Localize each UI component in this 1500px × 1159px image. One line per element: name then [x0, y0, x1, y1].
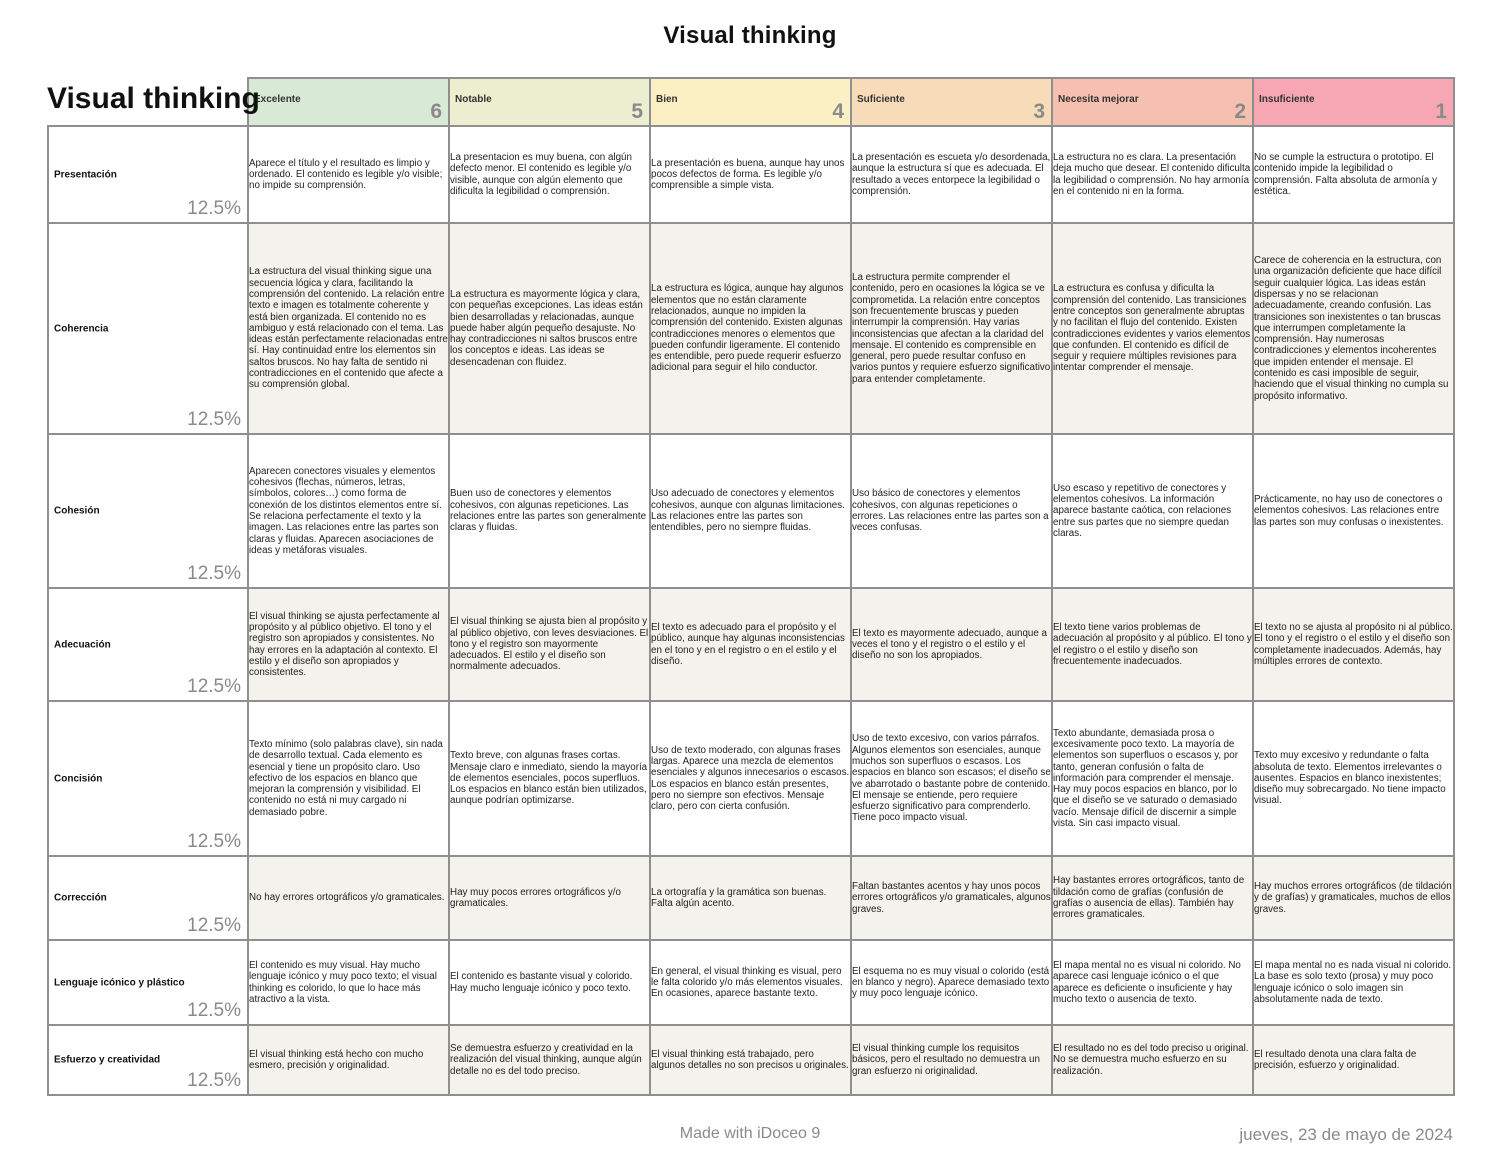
descriptor-cell: El resultado denota una clara falta de precisión, esfuerzo y originalidad.: [1253, 1025, 1454, 1095]
descriptor-cell: El texto tiene varios problemas de adecuación al propósito y al público. El tono y el registro o el estilo y diseño son frecuentemente inadecuados.: [1052, 588, 1253, 701]
level-header-bien: [650, 78, 851, 126]
descriptor-cell: La estructura es lógica, aunque hay algunos elementos que no están claramente relacionados, aunque no impiden la comprensión del contenido. Existen algunas contradicciones menores o elementos que pueden confundir ligeramente. El contenido es entendible, pero puede requerir esfuerzo adicional para seguir el hilo conductor.: [650, 223, 851, 434]
footer-date: jueves, 23 de mayo de 2024: [1239, 1125, 1453, 1144]
descriptor-cell: El visual thinking se ajusta bien al propósito y al público objetivo, con leves desviaciones. El tono y el registro son mayormente adecuados. El estilo y el diseño son normalmente adecuados.: [449, 588, 650, 701]
criterion-name: Presentación: [54, 169, 117, 180]
criterion-weight: 12.5%: [187, 409, 241, 430]
descriptor-cell: Texto abundante, demasiada prosa o excesivamente poco texto. La mayoría de elementos son superfluos o escasos y, por tanto, generan confusión o falta de información para comprender el mensaje. Hay muy pocos espacios en blanco, por lo que el diseño se ve saturado o demasiado vacío. Mensaje difícil de discernir a simple vista. Sin casi impacto visual.: [1052, 701, 1253, 856]
rubric-row: [48, 701, 1454, 856]
criterion-weight: 12.5%: [187, 198, 241, 219]
descriptor-cell: La presentación es escueta y/o desordenada, aunque la estructura sí que es adecuada. El resultado a veces entorpece la legibilidad o comprensión.: [851, 126, 1052, 223]
criterion-weight: 12.5%: [187, 676, 241, 697]
descriptor-cell: Hay muy pocos errores ortográficos y/o gramaticales.: [449, 856, 650, 940]
descriptor-cell: Uso adecuado de conectores y elementos cohesivos, aunque con algunas limitaciones. Las relaciones entre las partes son entendibles, pero no siempre fluidas.: [650, 434, 851, 588]
descriptor-cell: En general, el visual thinking es visual, pero le falta colorido y/o más elementos visuales. En ocasiones, aparece bastante texto.: [650, 940, 851, 1025]
descriptor-cell: Faltan bastantes acentos y hay unos pocos errores ortográficos y/o gramaticales, algunos graves.: [851, 856, 1052, 940]
level-score: 2: [1234, 100, 1246, 123]
criterion-cell: [48, 940, 248, 1025]
descriptor-cell: Texto mínimo (solo palabras clave), sin nada de desarrollo textual. Cada elemento es esencial y tiene un propósito claro. Uso efectivo de los espacios en blanco que mejoran la comprensión y visibilidad. El contenido no está ni muy cargado ni demasiado pobre.: [248, 701, 449, 856]
level-score: 6: [430, 100, 442, 123]
descriptor-cell: Texto muy excesivo y redundante o falta absoluta de texto. Elementos irrelevantes o ausentes. Espacios en blanco inexistentes; diseño muy sobrecargado. No tiene impacto visual.: [1253, 701, 1454, 856]
descriptor-cell: No hay errores ortográficos y/o gramaticales.: [248, 856, 449, 940]
descriptor-cell: Texto breve, con algunas frases cortas. Mensaje claro e inmediato, siendo la mayoría de elementos esenciales, pocos superfluos. Los espacios en blanco están bien utilizados, aunque podrían optimizarse.: [449, 701, 650, 856]
level-name: Notable: [455, 94, 492, 105]
descriptor-cell: El esquema no es muy visual o colorido (está en blanco y negro). Aparece demasiado texto y muy poco lenguaje icónico.: [851, 940, 1052, 1025]
descriptor-cell: El visual thinking cumple los requisitos básicos, pero el resultado no demuestra un gran esfuerzo ni originalidad.: [851, 1025, 1052, 1095]
rubric-title: Visual thinking: [47, 82, 260, 115]
criterion-weight: 12.5%: [187, 563, 241, 584]
level-name: Insuficiente: [1259, 94, 1315, 105]
descriptor-cell: Uso de texto moderado, con algunas frases largas. Aparece una mezcla de elementos esenciales y algunos innecesarios o escasos. Los espacios en blanco están presentes, pero no siempre son efectivos. Mensaje claro, pero con cierta confusión.: [650, 701, 851, 856]
level-header-necesita-mejorar: [1052, 78, 1253, 126]
descriptor-cell: No se cumple la estructura o prototipo. El contenido impide la legibilidad o comprensión. Falta absoluta de armonía y estética.: [1253, 126, 1454, 223]
criterion-weight: 12.5%: [187, 831, 241, 852]
criterion-name: Coherencia: [54, 323, 109, 334]
descriptor-cell: La estructura es mayormente lógica y clara, con pequeñas excepciones. Las ideas están bien desarrolladas y relacionadas, aunque puede haber algún pequeño desajuste. No hay contradicciones ni saltos bruscos entre los conceptos e ideas. Las ideas se desencadenan con fluidez.: [449, 223, 650, 434]
descriptor-cell: La estructura permite comprender el contenido, pero en ocasiones la lógica se ve comprometida. La relación entre conceptos son frecuentemente bruscas y pueden interrumpir la comprensión. Hay varias inconsistencias que afectan a la claridad del mensaje. El contenido es comprensible en general, pero puede resultar confuso en varios puntos y requiere esfuerzo significativo para entender completamente.: [851, 223, 1052, 434]
level-score: 3: [1033, 100, 1045, 123]
descriptor-cell: Buen uso de conectores y elementos cohesivos, con algunas repeticiones. Las relaciones entre las partes son generalmente claras y fluidas.: [449, 434, 650, 588]
descriptor-cell: Aparece el título y el resultado es limpio y ordenado. El contenido es legible y/o visible; no impide su comprensión.: [248, 126, 449, 223]
descriptor-cell: Hay muchos errores ortográficos (de tildación y de grafías) y gramaticales, muchos de ellos graves.: [1253, 856, 1454, 940]
descriptor-cell: El visual thinking se ajusta perfectamente al propósito y al público objetivo. El tono y el registro son apropiados y consistentes. No hay errores en la adaptación al contexto. El estilo y el diseño son apropiados y consistentes.: [248, 588, 449, 701]
level-name: Excelente: [254, 94, 301, 105]
level-header-suficiente: [851, 78, 1052, 126]
criterion-name: Esfuerzo y creatividad: [54, 1054, 161, 1066]
page-title: Visual thinking: [663, 22, 837, 49]
descriptor-cell: El texto es adecuado para el propósito y el público, aunque hay algunas inconsistencias en el tono y en el registro o en el estilo y el diseño.: [650, 588, 851, 701]
descriptor-cell: Uso de texto excesivo, con varios párrafos. Algunos elementos son esenciales, aunque muchos son superfluos o escasos. Los espacios en blanco son escasos; el diseño se ve abarrotado o bastante pobre de contenido. El mensaje se entiende, pero requiere esfuerzo significativo para comprenderlo. Tiene poco impacto visual.: [851, 701, 1052, 856]
level-header-notable: [449, 78, 650, 126]
criterion-weight: 12.5%: [187, 1070, 241, 1091]
rubric-row: [48, 1025, 1454, 1095]
criterion-weight: 12.5%: [187, 1000, 241, 1021]
descriptor-cell: La estructura del visual thinking sigue una secuencia lógica y clara, facilitando la comprensión del contenido. La relación entre texto e imagen es totalmente coherente y está bien organizada. El contenido no es ambiguo y está relacionado con el tema. Las ideas están perfectamente relacionadas entre sí. Hay continuidad entre los elementos sin saltos bruscos. No hay falta de sentido ni contradicciones en el contenido que afecte a su comprensión global.: [248, 223, 449, 434]
criterion-cell: [48, 434, 248, 588]
criterion-cell: [48, 588, 248, 701]
descriptor-cell: Se demuestra esfuerzo y creatividad en la realización del visual thinking, aunque algún detalle no es del todo preciso.: [449, 1025, 650, 1095]
level-name: Bien: [656, 94, 678, 105]
criterion-name: Adecuación: [54, 639, 111, 650]
level-header-excelente: [248, 78, 449, 126]
descriptor-cell: Prácticamente, no hay uso de conectores o elementos cohesivos. Las relaciones entre las partes son muy confusas o inexistentes.: [1253, 434, 1454, 588]
footer-made-with: Made with iDoceo 9: [679, 1125, 821, 1142]
descriptor-cell: Hay bastantes errores ortográficos, tanto de tildación como de grafías (confusión de grafías o ausencia de ellas). También hay errores gramaticales.: [1052, 856, 1253, 940]
level-score: 4: [832, 100, 844, 123]
criterion-name: Corrección: [54, 892, 107, 904]
criterion-name: Concisión: [54, 773, 103, 784]
descriptor-cell: El mapa mental no es nada visual ni colorido. La base es solo texto (prosa) y muy poco lenguaje icónico o solo imagen sin absolutamente nada de texto.: [1253, 940, 1454, 1025]
descriptor-cell: Uso escaso y repetitivo de conectores y elementos cohesivos. La información aparece bastante caótica, con relaciones entre sus partes que no siempre quedan claras.: [1052, 434, 1253, 588]
descriptor-cell: La presentacion es muy buena, con algún defecto menor. El contenido es legible y/o visible, aunque con algún elemento que dificulta la legibilidad o comprensión.: [449, 126, 650, 223]
descriptor-cell: El resultado no es del todo preciso u original. No se demuestra mucho esfuerzo en su realización.: [1052, 1025, 1253, 1095]
descriptor-cell: La presentación es buena, aunque hay unos pocos defectos de forma. Es legible y/o comprensible a simple vista.: [650, 126, 851, 223]
criterion-cell: [48, 1025, 248, 1095]
level-score: 1: [1435, 100, 1447, 123]
descriptor-cell: Aparecen conectores visuales y elementos cohesivos (flechas, números, letras, símbolos, colores…) como forma de conexión de los distintos elementos entre sí. Se relaciona perfectamente el texto y la imagen. Las relaciones entre las partes son claras y fluidas. Aparecen asociaciones de ideas y metáforas visuales.: [248, 434, 449, 588]
level-name: Necesita mejorar: [1058, 94, 1139, 105]
descriptor-cell: Carece de coherencia en la estructura, con una organización deficiente que hace difícil seguir cualquier lógica. Las ideas están dispersas y no se relacionan adecuadamente, creando confusión. Las transiciones son inexistentes o tan bruscas que interrumpen completamente la comprensión. Hay numerosas contradicciones y elementos incoherentes que impiden entender el mensaje. El contenido es casi imposible de seguir, haciendo que el visual thinking no cumpla su propósito informativo.: [1253, 223, 1454, 434]
rubric-row: [48, 856, 1454, 940]
descriptor-cell: El visual thinking está trabajado, pero algunos detalles no son precisos u originales.: [650, 1025, 851, 1095]
descriptor-cell: El contenido es bastante visual y colorido. Hay mucho lenguaje icónico y poco texto.: [449, 940, 650, 1025]
rubric-row: [48, 940, 1454, 1025]
rubric-row: [48, 223, 1454, 434]
criterion-cell: [48, 856, 248, 940]
descriptor-cell: Uso básico de conectores y elementos cohesivos, con algunas repeticiones o errores. Las relaciones entre las partes son a veces confusas.: [851, 434, 1052, 588]
rubric-row: [48, 434, 1454, 588]
level-score: 5: [631, 100, 643, 123]
descriptor-cell: La estructura es confusa y dificulta la comprensión del contenido. Las transiciones entre conceptos son generalmente abruptas y no facilitan el flujo del contenido. Existen contradicciones evidentes y varios elementos que confunden. El contenido es difícil de seguir y requiere múltiples revisiones para intentar comprender el mensaje.: [1052, 223, 1253, 434]
descriptor-cell: El mapa mental no es visual ni colorido. No aparece casi lenguaje icónico o el que aparece es deficiente o insuficiente y hay mucho texto o ausencia de texto.: [1052, 940, 1253, 1025]
descriptor-cell: El visual thinking está hecho con mucho esmero, precisión y originalidad.: [248, 1025, 449, 1095]
descriptor-cell: La ortografía y la gramática son buenas. Falta algún acento.: [650, 856, 851, 940]
criterion-weight: 12.5%: [187, 915, 241, 936]
criterion-name: Lenguaje icónico y plástico: [54, 977, 185, 988]
rubric-table: [47, 77, 1455, 1096]
criterion-name: Cohesión: [54, 505, 100, 517]
level-header-insuficiente: [1253, 78, 1454, 126]
descriptor-cell: La estructura no es clara. La presentación deja mucho que desear. El contenido dificulta la legibilidad o comprensión. No hay armonía en el contenido ni en la forma.: [1052, 126, 1253, 223]
descriptor-cell: El contenido es muy visual. Hay mucho lenguaje icónico y muy poco texto; el visual thinking es colorido, lo que lo hace más atractivo a la vista.: [248, 940, 449, 1025]
criterion-cell: [48, 701, 248, 856]
descriptor-cell: El texto no se ajusta al propósito ni al público. El tono y el registro o el estilo y el diseño son completamente inadecuados. Además, hay múltiples errores de contexto.: [1253, 588, 1454, 701]
rubric-row: [48, 126, 1454, 223]
criterion-cell: [48, 223, 248, 434]
rubric-row: [48, 588, 1454, 701]
descriptor-cell: El texto es mayormente adecuado, aunque a veces el tono y el registro o el estilo y el diseño no son los apropiados.: [851, 588, 1052, 701]
criterion-cell: [48, 126, 248, 223]
level-name: Suficiente: [857, 94, 905, 105]
